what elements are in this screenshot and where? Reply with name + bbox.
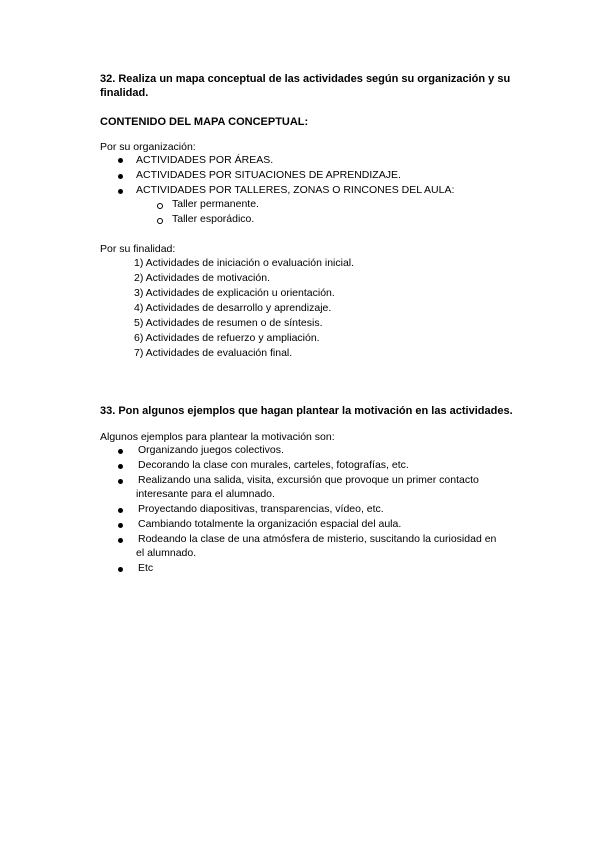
bullet-icon <box>118 449 123 454</box>
taller-item: Taller permanente. <box>172 198 259 210</box>
bullet-icon <box>118 174 123 179</box>
organization-label: Por su organización: <box>100 141 196 153</box>
finality-item: 7) Actividades de evaluación final. <box>134 347 293 359</box>
org-item: ACTIVIDADES POR SITUACIONES DE APRENDIZAJE. <box>136 169 401 181</box>
bullet-icon <box>118 158 123 163</box>
bullet-icon <box>118 538 123 543</box>
example-item-continuation: interesante para el alumnado. <box>136 488 275 500</box>
circle-bullet-icon <box>157 218 163 224</box>
bullet-icon <box>118 479 123 484</box>
org-item: ACTIVIDADES POR ÁREAS. <box>136 154 274 166</box>
finality-item: 6) Actividades de refuerzo y ampliación. <box>134 332 320 344</box>
bullet-icon <box>118 567 123 572</box>
finality-item: 4) Actividades de desarrollo y aprendizaje. <box>134 302 332 314</box>
q33-intro: Algunos ejemplos para plantear la motivación son: <box>100 431 335 443</box>
q32-title-line1: 32. Realiza un mapa conceptual de las actividades según su organización y su <box>100 73 511 85</box>
bullet-icon <box>118 189 123 194</box>
bullet-icon <box>118 464 123 469</box>
q32-title-line2: finalidad. <box>100 87 149 99</box>
example-item: Decorando la clase con murales, carteles, fotografías, etc. <box>138 459 409 471</box>
finality-label: Por su finalidad: <box>100 243 176 255</box>
q33-title: 33. Pon algunos ejemplos que hagan plantear la motivación en las actividades. <box>100 405 513 417</box>
example-item-continuation: el alumnado. <box>136 547 197 559</box>
finality-item: 3) Actividades de explicación u orientación. <box>134 287 335 299</box>
finality-item: 1) Actividades de iniciación o evaluación inicial. <box>134 257 355 269</box>
example-item: Etc <box>138 562 154 574</box>
finality-item: 2) Actividades de motivación. <box>134 272 270 284</box>
example-item: Rodeando la clase de una atmósfera de misterio, suscitando la curiosidad en <box>138 533 497 545</box>
taller-item: Taller esporádico. <box>172 213 255 225</box>
example-item: Realizando una salida, visita, excursión que provoque un primer contacto <box>138 474 479 486</box>
org-item: ACTIVIDADES POR TALLERES, ZONAS O RINCONES DEL AULA: <box>136 184 455 196</box>
bullet-icon <box>118 508 123 513</box>
example-item: Organizando juegos colectivos. <box>138 444 284 456</box>
concept-map-heading: CONTENIDO DEL MAPA CONCEPTUAL: <box>100 116 309 128</box>
example-item: Proyectando diapositivas, transparencias, vídeo, etc. <box>138 503 384 515</box>
circle-bullet-icon <box>157 203 163 209</box>
bullet-icon <box>118 523 123 528</box>
example-item: Cambiando totalmente la organización espacial del aula. <box>138 518 402 530</box>
finality-item: 5) Actividades de resumen o de síntesis. <box>134 317 323 329</box>
